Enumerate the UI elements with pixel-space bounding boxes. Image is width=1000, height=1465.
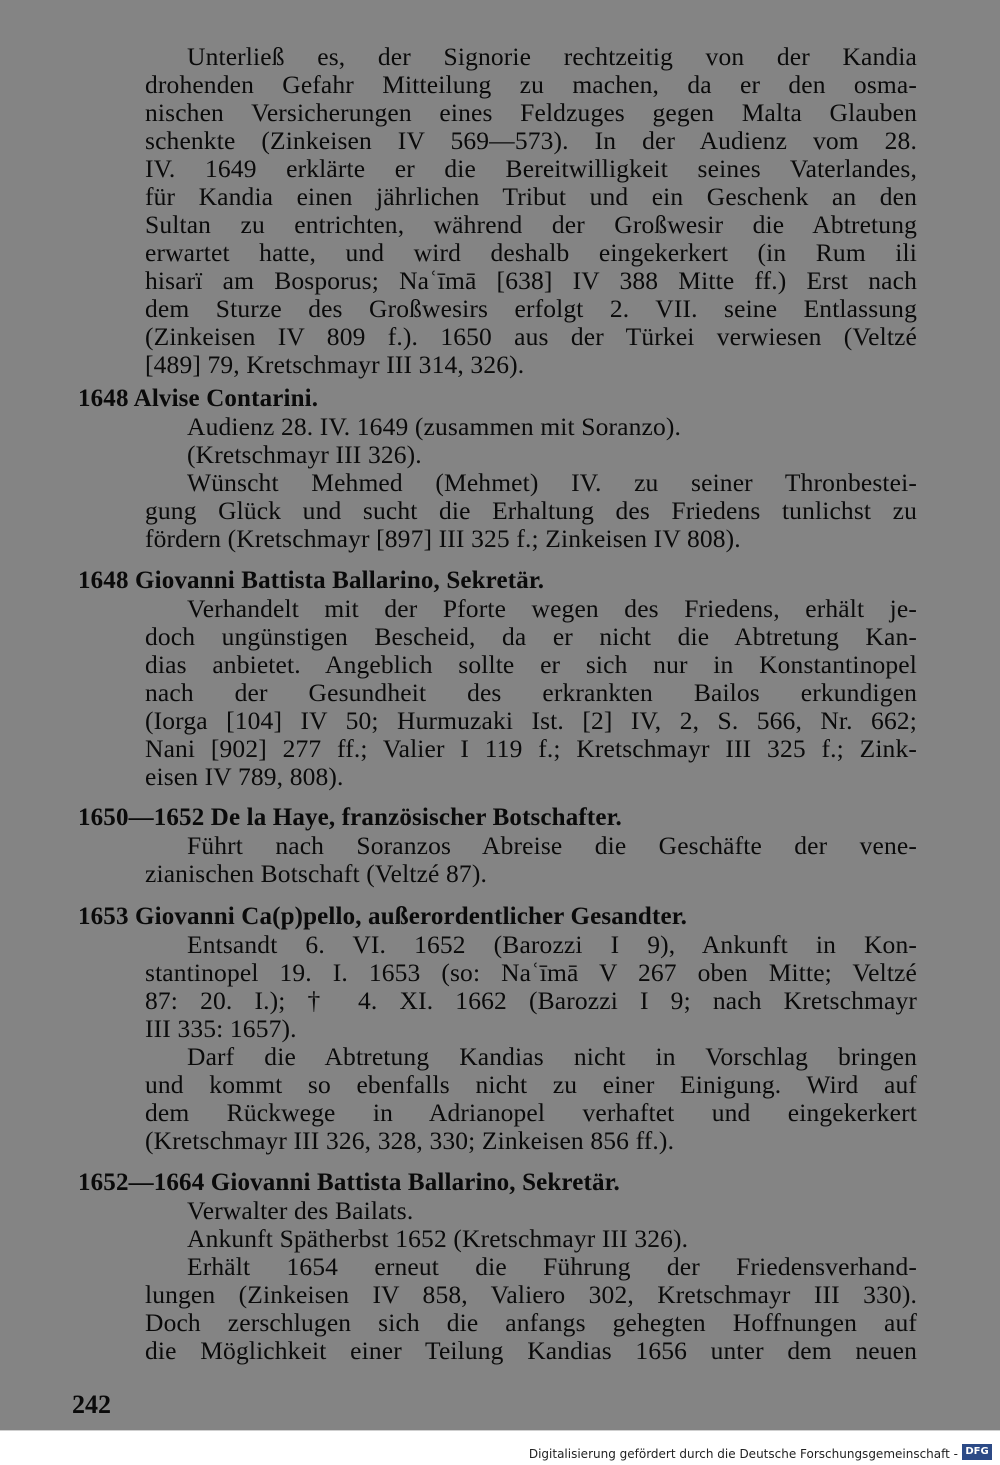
text-line: für Kandia einen jährlichen Tribut und ein Geschenk an den xyxy=(145,182,917,211)
text-line: (Kretschmayr III 326). xyxy=(187,440,422,469)
text-line: zianischen Botschaft (Veltzé 87). xyxy=(145,859,487,888)
text-line: Unterließ es, der Signorie rechtzeitig von der Kandia xyxy=(187,42,917,71)
text-line: (Iorga [104] IV 50; Hurmuzaki Ist. [2] IV, 2, S. 566, Nr. 662; xyxy=(145,706,917,735)
text-line: [489] 79, Kretschmayr III 314, 326). xyxy=(145,350,525,379)
text-line: dias anbietet. Angeblich sollte er sich nur in Konstantinopel xyxy=(145,650,917,679)
text-line: (Kretschmayr III 326, 328, 330; Zinkeisen 856 ff.). xyxy=(145,1126,675,1155)
text-line: Verwalter des Bailats. xyxy=(187,1196,414,1225)
footer-credit-text: Digitalisierung gefördert durch die Deutsche Forschungsgemeinschaft - xyxy=(528,1447,958,1461)
text-line: IV. 1649 erklärte er die Bereitwilligkeit seines Vaterlandes, xyxy=(145,154,917,183)
entry-heading: 1653 Giovanni Ca(p)pello, außerordentlicher Gesandter. xyxy=(78,903,688,930)
text-line: die Möglichkeit einer Teilung Kandias 1656 unter dem neuen xyxy=(145,1336,917,1365)
text-line: nach der Gesundheit des erkrankten Bailos erkundigen xyxy=(145,678,917,707)
text-line: Nani [902] 277 ff.; Valier I 119 f.; Kretschmayr III 325 f.; Zink- xyxy=(145,734,917,763)
text-line: eisen IV 789, 808). xyxy=(145,762,344,791)
text-line: III 335: 1657). xyxy=(145,1014,297,1043)
text-line: dem Rückwege in Adrianopel verhaftet und eingekerkert xyxy=(145,1098,917,1127)
text-line: Erhält 1654 erneut die Führung der Friedensverhand- xyxy=(187,1252,917,1281)
text-line: dem Sturze des Großwesirs erfolgt 2. VII. seine Entlassung xyxy=(145,294,917,323)
text-line: nischen Versicherungen eines Feldzuges gegen Malta Glauben xyxy=(145,98,917,127)
entry-heading: 1648 Giovanni Battista Ballarino, Sekretär. xyxy=(78,567,545,594)
text-line: Führt nach Soranzos Abreise die Geschäfte der vene- xyxy=(187,831,917,860)
text-line: drohenden Gefahr Mitteilung zu machen, da er den osma- xyxy=(145,70,917,99)
dfg-logo-icon: DFG xyxy=(962,1444,992,1460)
text-line: Wünscht Mehmed (Mehmet) IV. zu seiner Thronbestei- xyxy=(187,468,917,497)
text-line: gung Glück und sucht die Erhaltung des Friedens tunlichst zu xyxy=(145,496,917,525)
entry-heading: 1652—1664 Giovanni Battista Ballarino, Sekretär. xyxy=(78,1169,620,1196)
text-line: schenkte (Zinkeisen IV 569—573). In der Audienz vom 28. xyxy=(145,126,917,155)
text-line: stantinopel 19. I. 1653 (so: Naʿīmā V 267 oben Mitte; Veltzé xyxy=(145,958,917,987)
text-line: 87: 20. I.); † 4. XI. 1662 (Barozzi I 9; nach Kretschmayr xyxy=(145,986,917,1015)
text-line: doch ungünstigen Bescheid, da er nicht die Abtretung Kan- xyxy=(145,622,917,651)
text-line: Ankunft Spätherbst 1652 (Kretschmayr III 326). xyxy=(187,1224,689,1253)
text-line: Entsandt 6. VI. 1652 (Barozzi I 9), Ankunft in Kon- xyxy=(187,930,917,959)
text-line: Verhandelt mit der Pforte wegen des Friedens, erhält je- xyxy=(187,594,917,623)
text-line: und kommt so ebenfalls nicht zu einer Einigung. Wird auf xyxy=(145,1070,917,1099)
text-line: (Zinkeisen IV 809 f.). 1650 aus der Türkei verwiesen (Veltzé xyxy=(145,322,917,351)
entry-heading: 1648 Alvise Contarini. xyxy=(78,385,319,412)
text-line: Audienz 28. IV. 1649 (zusammen mit Soranzo). xyxy=(187,412,682,441)
text-line: erwartet hatte, und wird deshalb eingekerkert (in Rum ili xyxy=(145,238,917,267)
text-line: Darf die Abtretung Kandias nicht in Vorschlag bringen xyxy=(187,1042,917,1071)
entry-heading: 1650—1652 De la Haye, französischer Botschafter. xyxy=(78,804,622,831)
text-line: lungen (Zinkeisen IV 858, Valiero 302, Kretschmayr III 330). xyxy=(145,1280,917,1309)
page-number: 242 xyxy=(72,1390,111,1419)
text-line: fördern (Kretschmayr [897] III 325 f.; Zinkeisen IV 808). xyxy=(145,524,741,553)
text-line: Doch zerschlugen sich die anfangs gehegten Hoffnungen auf xyxy=(145,1308,917,1337)
text-line: hisarï am Bosporus; Naʿīmā [638] IV 388 Mitte ff.) Erst nach xyxy=(145,266,917,295)
digitization-footer xyxy=(0,1430,1000,1465)
text-line: Sultan zu entrichten, während der Großwesir die Abtretung xyxy=(145,210,917,239)
